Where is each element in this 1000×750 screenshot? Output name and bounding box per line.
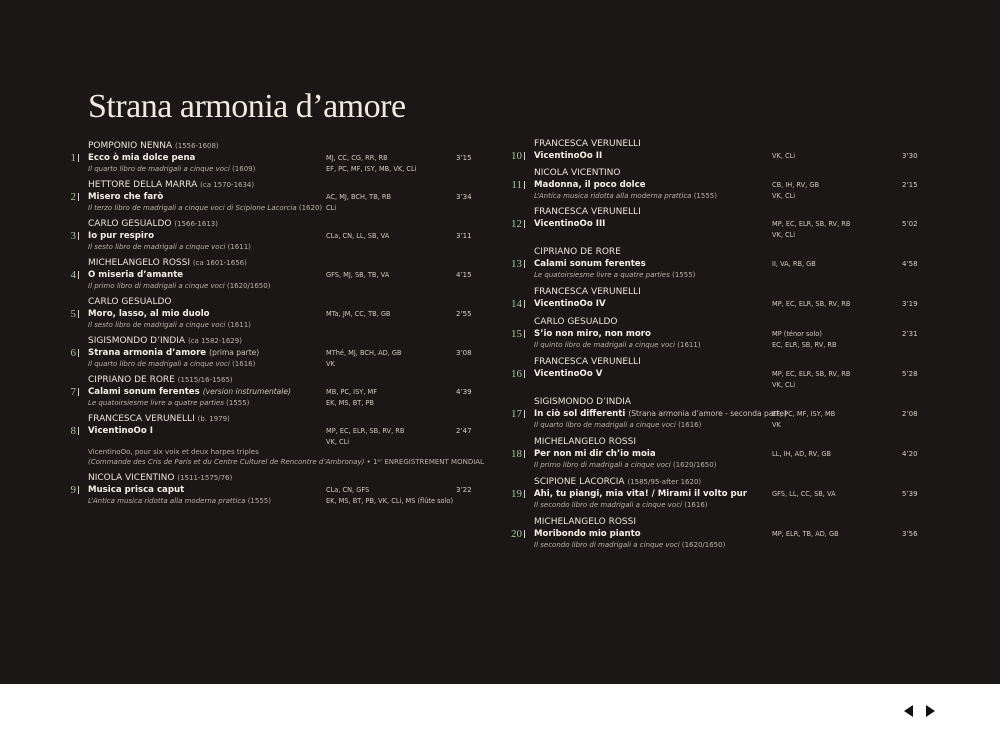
composer-name bbox=[88, 218, 460, 230]
track-title-row bbox=[60, 347, 472, 359]
track-number: 7 bbox=[70, 386, 76, 398]
duration: 2’15 bbox=[902, 181, 918, 189]
track-title-row bbox=[60, 484, 472, 496]
source-title-text: Il secondo libro di madrigali a cinque voci bbox=[534, 541, 680, 549]
piece-title bbox=[534, 448, 656, 460]
performers: MP, ELR, TB, AD, GB bbox=[772, 530, 839, 538]
performers: MP (ténor solo) bbox=[772, 330, 822, 338]
piece-title-text: VicentinoOo III bbox=[534, 219, 606, 229]
work-description-text: VicentinoOo, pour six voix et deux harpes triples bbox=[88, 448, 259, 456]
track-divider bbox=[524, 450, 525, 458]
composer-name-text: HETTORE DELLA MARRA bbox=[88, 180, 198, 190]
source-row bbox=[60, 359, 460, 369]
performers: MP, EC, ELR, SB, RV, RB bbox=[326, 427, 405, 435]
track-number: 16 bbox=[511, 368, 522, 380]
performers-extra: EF, PC, MF, ISY, MB, VK, CLi bbox=[326, 165, 417, 173]
duration: 4’39 bbox=[456, 388, 472, 396]
track-divider bbox=[78, 349, 79, 357]
duration: 3’34 bbox=[456, 193, 472, 201]
performers-extra: VK, CLi bbox=[772, 231, 796, 239]
source-title-text: Il primo libro di madrigali a cinque voci bbox=[88, 282, 225, 290]
triangle-left-icon bbox=[902, 704, 916, 718]
source-year: (1609) bbox=[232, 165, 256, 173]
source-year: (1616) bbox=[232, 360, 256, 368]
source-year: (1555) bbox=[226, 399, 250, 407]
piece-title-text: Per non mi dir ch’io moia bbox=[534, 449, 656, 459]
track-number: 19 bbox=[511, 488, 522, 500]
track-entry bbox=[506, 436, 918, 470]
piece-note: (version instrumentale) bbox=[202, 387, 291, 396]
source-title bbox=[88, 359, 255, 369]
source-row bbox=[60, 437, 460, 447]
track-title-row bbox=[506, 448, 918, 460]
composer-name bbox=[534, 476, 906, 488]
composer-name bbox=[534, 316, 906, 328]
piece-note: (prima parte) bbox=[209, 348, 260, 357]
source-title-text: L’Antica musica ridotta alla moderna prattica bbox=[88, 497, 246, 505]
piece-title bbox=[534, 488, 747, 500]
composer-name-text: SIGISMONDO D’INDIA bbox=[534, 397, 632, 407]
track-divider bbox=[78, 271, 79, 279]
source-row bbox=[506, 500, 906, 510]
duration: 5’02 bbox=[902, 220, 918, 228]
piece-title-text: VicentinoOo II bbox=[534, 151, 603, 161]
duration: 3’15 bbox=[456, 154, 472, 162]
source-title-text: Il quarto libro de madrigali a cinque voci bbox=[534, 421, 676, 429]
viewer-bottom-bar bbox=[0, 684, 1000, 750]
composer-name bbox=[88, 335, 460, 347]
track-title-row bbox=[506, 528, 918, 540]
composer-name-text: NICOLA VICENTINO bbox=[534, 168, 621, 178]
source-year: (1620/1650) bbox=[227, 282, 271, 290]
source-title bbox=[88, 496, 271, 506]
track-number: 18 bbox=[511, 448, 522, 460]
source-year: (1555) bbox=[693, 192, 717, 200]
track-divider bbox=[78, 154, 79, 162]
source-year: (1611) bbox=[227, 243, 251, 251]
source-year: (1555) bbox=[247, 497, 271, 505]
performers: LL, IH, AD, RV, GB bbox=[772, 450, 831, 458]
piece-title-text: VicentinoOo IV bbox=[534, 299, 606, 309]
duration: 4’15 bbox=[456, 271, 472, 279]
composer-name-text: FRANCESCA VERUNELLI bbox=[88, 414, 195, 424]
source-year: (1611) bbox=[677, 341, 701, 349]
piece-title-text: Io pur respiro bbox=[88, 231, 155, 241]
piece-title-text: Madonna, il poco dolce bbox=[534, 180, 646, 190]
duration: 2’47 bbox=[456, 427, 472, 435]
composer-name bbox=[534, 167, 906, 179]
duration: 2’55 bbox=[456, 310, 472, 318]
track-divider bbox=[524, 410, 525, 418]
performers: GFS, LL, CC, SB, VA bbox=[772, 490, 836, 498]
piece-title bbox=[88, 191, 163, 203]
track-title-row bbox=[60, 308, 472, 320]
composer-name-text: POMPONIO NENNA bbox=[88, 141, 173, 151]
track-entry bbox=[506, 138, 918, 162]
track-divider bbox=[524, 152, 525, 160]
duration: 3’19 bbox=[902, 300, 918, 308]
track-title-row bbox=[506, 179, 918, 191]
composer-dates: (1585/95-after 1620) bbox=[627, 478, 702, 486]
source-title-text: Le quatoirsiesme livre a quatre parties bbox=[534, 271, 670, 279]
composer-name bbox=[534, 206, 906, 218]
performers: GFS, MJ, SB, TB, VA bbox=[326, 271, 390, 279]
source-title bbox=[88, 320, 251, 330]
performers: MP, EC, ELR, SB, RV, RB bbox=[772, 300, 851, 308]
track-divider bbox=[524, 530, 525, 538]
track-number: 9 bbox=[70, 484, 76, 496]
composer-name bbox=[88, 413, 460, 425]
composer-name bbox=[88, 257, 460, 269]
track-entry bbox=[506, 246, 918, 280]
source-row bbox=[60, 164, 460, 174]
track-title-row bbox=[506, 328, 918, 340]
piece-title bbox=[88, 347, 259, 359]
source-year: (1611) bbox=[227, 321, 251, 329]
performers: MP, EC, ELR, SB, RV, RB bbox=[772, 220, 851, 228]
track-number: 3 bbox=[70, 230, 76, 242]
track-title-row bbox=[506, 218, 918, 230]
performers: MB, PC, ISY, MF bbox=[326, 388, 378, 396]
composer-name-text: FRANCESCA VERUNELLI bbox=[534, 287, 641, 297]
track-title-row bbox=[506, 150, 918, 162]
duration: 4’20 bbox=[902, 450, 918, 458]
source-title-text: Il quarto libro de madrigali a cinque voci bbox=[88, 360, 230, 368]
track-title-row bbox=[506, 488, 918, 500]
performers: MTa, JM, CC, TB, GB bbox=[326, 310, 391, 318]
composer-name-text: CIPRIANO DE RORE bbox=[534, 247, 621, 257]
performers: II, VA, RB, GB bbox=[772, 260, 816, 268]
piece-title bbox=[88, 425, 153, 437]
piece-title-text: Misero che farò bbox=[88, 192, 164, 202]
duration: 4’58 bbox=[902, 260, 918, 268]
track-title-row bbox=[506, 258, 918, 270]
track-entry bbox=[60, 257, 472, 291]
source-row bbox=[60, 496, 460, 506]
composer-dates: (ca 1601-1656) bbox=[192, 259, 247, 267]
composer-name-text: NICOLA VICENTINO bbox=[88, 473, 175, 483]
track-title-row bbox=[60, 230, 472, 242]
performers-extra: VK, CLi bbox=[772, 381, 796, 389]
piece-title bbox=[88, 308, 210, 320]
triangle-right-icon bbox=[923, 704, 937, 718]
composer-name-text: CARLO GESUALDO bbox=[88, 297, 172, 307]
piece-note: (Strana armonia d’amore - seconda parte) bbox=[628, 409, 787, 418]
performers: VK, CLi bbox=[772, 152, 796, 160]
performers-extra: CLi bbox=[326, 204, 337, 212]
track-number: 12 bbox=[511, 218, 522, 230]
track-entry bbox=[506, 356, 918, 390]
composer-name-text: FRANCESCA VERUNELLI bbox=[534, 357, 641, 367]
piece-title bbox=[88, 484, 184, 496]
composer-name-text: SCIPIONE LACORCIA bbox=[534, 477, 625, 487]
source-year: (1555) bbox=[672, 271, 696, 279]
track-divider bbox=[78, 193, 79, 201]
track-entry bbox=[60, 413, 484, 467]
composer-name bbox=[534, 286, 906, 298]
composer-name bbox=[88, 472, 460, 484]
performers: AC, MJ, BCH, TB, RB bbox=[326, 193, 392, 201]
track-divider bbox=[524, 490, 525, 498]
track-entry bbox=[60, 179, 472, 213]
track-divider bbox=[78, 232, 79, 240]
source-row bbox=[506, 460, 906, 470]
track-divider bbox=[524, 181, 525, 189]
composer-dates: (1566-1613) bbox=[174, 220, 218, 228]
piece-title-text: Moribondo mio pianto bbox=[534, 529, 641, 539]
source-title bbox=[88, 164, 255, 174]
composer-name-text: FRANCESCA VERUNELLI bbox=[534, 139, 641, 149]
performers-extra: EK, MS, BT, PB, VK, CLi, MS (flûte solo) bbox=[326, 497, 454, 505]
composer-dates: (b. 1979) bbox=[197, 415, 230, 423]
composer-name bbox=[88, 296, 460, 308]
source-year: (1616) bbox=[678, 421, 702, 429]
track-title-row bbox=[60, 425, 472, 437]
work-description bbox=[88, 447, 460, 457]
piece-title bbox=[534, 258, 646, 270]
track-entry bbox=[506, 476, 918, 510]
source-year: (1616) bbox=[684, 501, 708, 509]
source-title-text: L’Antica musica ridotta alla moderna prattica bbox=[534, 192, 692, 200]
source-title-text: Il quinto libro de madrigali a cinque voci bbox=[534, 341, 676, 349]
composer-dates: (1515/16-1565) bbox=[177, 376, 233, 384]
track-title-row bbox=[60, 269, 472, 281]
track-number: 14 bbox=[511, 298, 522, 310]
duration: 2’31 bbox=[902, 330, 918, 338]
source-row bbox=[60, 242, 460, 252]
track-divider bbox=[524, 370, 525, 378]
composer-dates: (1511-1575/76) bbox=[177, 474, 233, 482]
source-title bbox=[88, 398, 249, 408]
performers-extra: VK, CLi bbox=[772, 192, 796, 200]
composer-name-text: FRANCESCA VERUNELLI bbox=[534, 207, 641, 217]
track-number: 4 bbox=[70, 269, 76, 281]
track-number: 2 bbox=[70, 191, 76, 203]
performers-extra: EC, ELR, SB, RV, RB bbox=[772, 341, 837, 349]
next-page-button[interactable] bbox=[923, 704, 937, 718]
track-entry bbox=[506, 206, 918, 240]
composer-dates: (1556-1608) bbox=[175, 142, 219, 150]
composer-name bbox=[534, 516, 906, 528]
composer-name-text: MICHELANGELO ROSSI bbox=[534, 517, 636, 527]
piece-title bbox=[88, 269, 183, 281]
duration: 2’08 bbox=[902, 410, 918, 418]
piece-title-text: Musica prisca caput bbox=[88, 485, 185, 495]
composer-name-text: MICHELANGELO ROSSI bbox=[534, 437, 636, 447]
track-entry bbox=[506, 396, 918, 430]
source-row bbox=[506, 380, 906, 390]
source-title-text: Il quarto libro de madrigali a cinque voci bbox=[88, 165, 230, 173]
piece-title bbox=[88, 230, 154, 242]
composer-name-text: CARLO GESUALDO bbox=[534, 317, 618, 327]
track-entry bbox=[60, 374, 472, 408]
source-row bbox=[506, 420, 906, 430]
track-number: 6 bbox=[70, 347, 76, 359]
track-entry bbox=[60, 472, 472, 506]
source-title bbox=[88, 203, 322, 213]
tracklist-column-left bbox=[60, 140, 484, 511]
track-divider bbox=[78, 310, 79, 318]
piece-title bbox=[534, 218, 605, 230]
duration: 3’22 bbox=[456, 486, 472, 494]
track-divider bbox=[78, 427, 79, 435]
commission-text: (Commande des Cris de Paris et du Centre Culturel de Rencontre d’Ambronay) bbox=[88, 458, 365, 466]
piece-title bbox=[534, 298, 606, 310]
track-divider bbox=[78, 388, 79, 396]
track-number: 1 bbox=[70, 152, 76, 164]
performers: MJ, CC, CG, RR, RB bbox=[326, 154, 388, 162]
piece-title bbox=[534, 528, 641, 540]
track-entry bbox=[506, 516, 918, 550]
tracklist-column-right bbox=[506, 138, 918, 556]
track-number: 13 bbox=[511, 258, 522, 270]
source-row bbox=[506, 270, 906, 280]
piece-title-text: S’io non miro, non moro bbox=[534, 329, 651, 339]
track-divider bbox=[524, 260, 525, 268]
composer-name bbox=[534, 246, 906, 258]
source-row bbox=[506, 340, 906, 350]
piece-title-text: VicentinoOo V bbox=[534, 369, 603, 379]
track-title-row bbox=[60, 191, 472, 203]
track-number: 20 bbox=[511, 528, 522, 540]
source-title-text: Il terzo libro de madrigali a cinque voci di Scipione Lacorcia bbox=[88, 204, 297, 212]
piece-title-text: Strana armonia d’amore bbox=[88, 348, 207, 358]
track-number: 5 bbox=[70, 308, 76, 320]
source-title bbox=[88, 242, 251, 252]
composer-name bbox=[534, 396, 906, 408]
duration: 5’28 bbox=[902, 370, 918, 378]
world-premiere-recording: • 1ᵉʳ ENREGISTREMENT MONDIAL bbox=[366, 458, 484, 466]
source-row bbox=[506, 191, 906, 201]
piece-title-text: Moro, lasso, al mio duolo bbox=[88, 309, 210, 319]
track-number: 15 bbox=[511, 328, 522, 340]
piece-title bbox=[534, 408, 787, 420]
track-entry bbox=[60, 218, 472, 252]
piece-title-text: Calami sonum ferentes bbox=[88, 387, 200, 397]
source-title bbox=[534, 500, 708, 510]
page-title: Strana armonia d’amore bbox=[88, 88, 406, 125]
source-title-text: Il sesto libro de madrigali a cinque voci bbox=[88, 243, 226, 251]
track-divider bbox=[78, 486, 79, 494]
source-row bbox=[506, 540, 906, 550]
performers-extra: VK, CLi bbox=[326, 438, 350, 446]
piece-title-text: Calami sonum ferentes bbox=[534, 259, 646, 269]
commission-note bbox=[88, 457, 484, 467]
composer-dates: (ca 1570-1634) bbox=[200, 181, 255, 189]
duration: 3’08 bbox=[456, 349, 472, 357]
source-title bbox=[88, 281, 270, 291]
source-title bbox=[534, 420, 701, 430]
source-title bbox=[534, 340, 701, 350]
track-entry bbox=[506, 286, 918, 310]
track-divider bbox=[524, 220, 525, 228]
track-entry bbox=[506, 167, 918, 201]
source-title-text: Le quatoirsiesme livre a quatre parties bbox=[88, 399, 224, 407]
track-entry bbox=[60, 335, 472, 369]
track-entry bbox=[60, 140, 472, 174]
piece-title-text: VicentinoOo I bbox=[88, 426, 153, 436]
performers: CLa, CN, LL, SB, VA bbox=[326, 232, 390, 240]
track-entry bbox=[60, 296, 472, 330]
performers-extra: VK bbox=[772, 421, 781, 429]
performers: CLa, CN, GFS bbox=[326, 486, 370, 494]
performers: MThé, MJ, BCH, AD, GB bbox=[326, 349, 402, 357]
track-entry bbox=[506, 316, 918, 350]
performers-extra: VK bbox=[326, 360, 335, 368]
composer-name bbox=[534, 356, 906, 368]
piece-title-text: Ahi, tu piangi, mia vita! / Mirami il volto pur bbox=[534, 489, 748, 499]
source-year: (1620) bbox=[298, 204, 323, 212]
source-title bbox=[534, 460, 716, 470]
composer-dates: (ca 1582-1629) bbox=[187, 337, 242, 345]
composer-name bbox=[88, 179, 460, 191]
composer-name-text: MICHELANGELO ROSSI bbox=[88, 258, 190, 268]
composer-name bbox=[88, 140, 460, 152]
source-title-text: Il secondo libro de madrigali a cinque voci bbox=[534, 501, 682, 509]
source-year: (1620/1650) bbox=[681, 541, 726, 549]
piece-title bbox=[534, 179, 646, 191]
piece-title bbox=[88, 386, 291, 398]
source-title-text: Il sesto libro de madrigali a cinque voci bbox=[88, 321, 226, 329]
composer-name bbox=[534, 436, 906, 448]
source-row bbox=[506, 230, 906, 240]
source-title bbox=[534, 540, 725, 550]
composer-name bbox=[88, 374, 460, 386]
performers-extra: EK, MS, BT, PB bbox=[326, 399, 374, 407]
performers: EF, PC, MF, ISY, MB bbox=[772, 410, 836, 418]
piece-title bbox=[534, 328, 651, 340]
track-number: 11 bbox=[511, 179, 522, 191]
composer-name-text: SIGISMONDO D’INDIA bbox=[88, 336, 186, 346]
source-row bbox=[60, 320, 460, 330]
track-divider bbox=[524, 300, 525, 308]
piece-title bbox=[534, 368, 602, 380]
composer-name bbox=[534, 138, 906, 150]
piece-title bbox=[534, 150, 602, 162]
track-divider bbox=[524, 330, 525, 338]
composer-name-text: CARLO GESUALDO bbox=[88, 219, 172, 229]
track-number: 10 bbox=[511, 150, 522, 162]
piece-title-text: In ciò sol differenti bbox=[534, 409, 626, 419]
track-title-row bbox=[506, 408, 918, 420]
duration: 3’11 bbox=[456, 232, 472, 240]
track-title-row bbox=[506, 298, 918, 310]
piece-title-text: O miseria d’amante bbox=[88, 270, 184, 280]
track-number: 17 bbox=[511, 408, 522, 420]
track-title-row bbox=[60, 386, 472, 398]
source-row bbox=[60, 281, 460, 291]
composer-name-text: CIPRIANO DE RORE bbox=[88, 375, 175, 385]
source-row bbox=[60, 398, 460, 408]
piece-title bbox=[88, 152, 195, 164]
track-title-row bbox=[506, 368, 918, 380]
duration: 5’39 bbox=[902, 490, 918, 498]
performers: CB, IH, RV, GB bbox=[772, 181, 819, 189]
track-title-row bbox=[60, 152, 472, 164]
source-row bbox=[60, 203, 460, 213]
prev-page-button[interactable] bbox=[902, 704, 916, 718]
source-title bbox=[534, 191, 717, 201]
performers: MP, EC, ELR, SB, RV, RB bbox=[772, 370, 851, 378]
duration: 3’30 bbox=[902, 152, 918, 160]
source-title-text: Il primo libro di madrigali a cinque voci bbox=[534, 461, 671, 469]
source-title bbox=[534, 270, 695, 280]
duration: 3’56 bbox=[902, 530, 918, 538]
source-year: (1620/1650) bbox=[673, 461, 717, 469]
track-number: 8 bbox=[70, 425, 76, 437]
piece-title-text: Ecco ò mia dolce pena bbox=[88, 153, 196, 163]
